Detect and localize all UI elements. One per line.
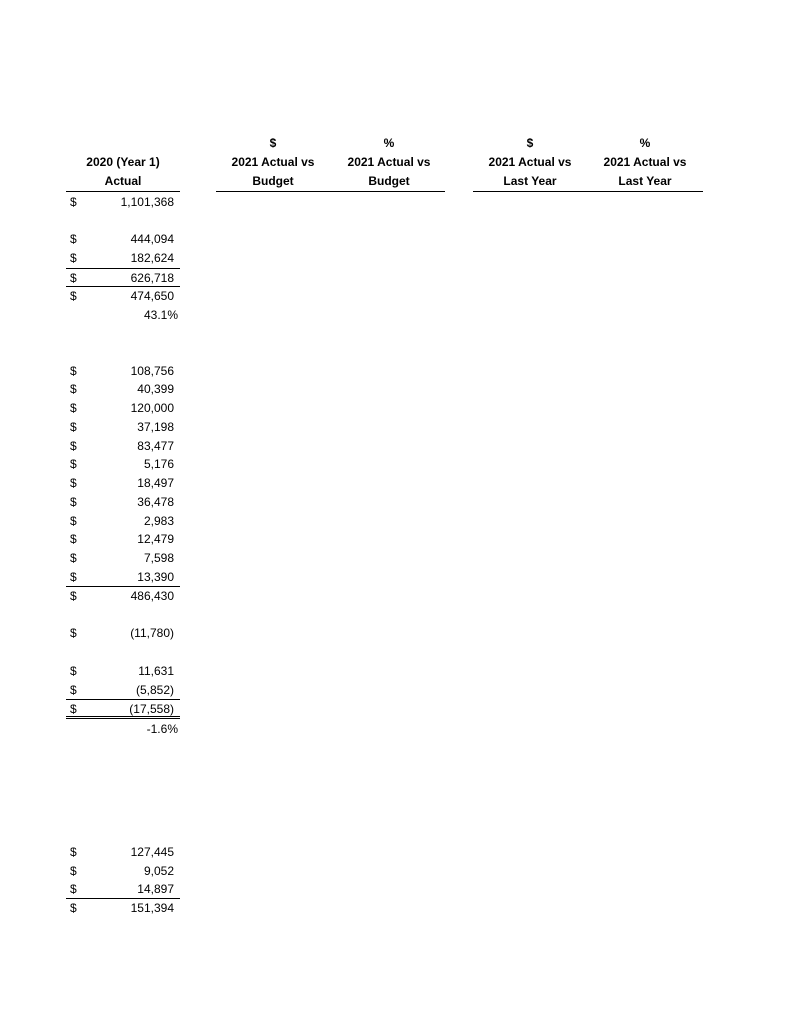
revenue-value: 1,101,368	[120, 195, 174, 209]
header-dollar-budget-line2: 2021 Actual vs	[231, 155, 315, 169]
currency-symbol: $	[70, 901, 77, 915]
currency-symbol: $	[70, 864, 77, 878]
currency-symbol: $	[70, 589, 77, 603]
header-dollar-budget-line1: $	[269, 136, 277, 150]
expense-value: 5,176	[143, 457, 174, 471]
other-row-2	[66, 681, 180, 700]
header-2020-line2: Actual	[104, 174, 142, 188]
currency-symbol: $	[70, 364, 77, 378]
expense-value: 12,479	[137, 532, 174, 546]
expense-value: 13,390	[137, 570, 174, 584]
expense-row	[66, 474, 180, 493]
expense-row	[66, 437, 180, 456]
net-margin-row	[66, 720, 180, 739]
bottom-row-2	[66, 862, 180, 881]
bottom-total-row	[66, 899, 180, 918]
bottom-3-value: 14,897	[137, 882, 174, 896]
net-income-value: (17,558)	[129, 702, 174, 716]
expense-row	[66, 568, 180, 587]
currency-symbol: $	[70, 570, 77, 584]
currency-symbol: $	[70, 845, 77, 859]
currency-symbol: $	[70, 251, 77, 265]
header-pct-ly-line2: 2021 Actual vs	[603, 155, 687, 169]
expense-row	[66, 380, 180, 399]
expense-row	[66, 530, 180, 549]
cogs-row-1	[66, 230, 180, 249]
expense-value: 7,598	[143, 551, 174, 565]
expense-row	[66, 493, 180, 512]
header-budget-rule	[216, 191, 445, 192]
expense-value: 2,983	[143, 514, 174, 528]
expense-row	[66, 399, 180, 418]
currency-symbol: $	[70, 551, 77, 565]
header-pct-vs-budget	[332, 134, 446, 191]
bottom-row-1	[66, 843, 180, 862]
expense-row	[66, 362, 180, 381]
header-dollar-vs-budget	[216, 134, 330, 191]
cogs-total-value: 626,718	[130, 271, 174, 285]
currency-symbol: $	[70, 439, 77, 453]
currency-symbol: $	[70, 476, 77, 490]
currency-symbol: $	[70, 495, 77, 509]
expense-value: 36,478	[137, 495, 174, 509]
revenue-row	[66, 193, 180, 212]
expense-value: 40,399	[137, 382, 174, 396]
cogs-1-value: 444,094	[130, 232, 174, 246]
currency-symbol: $	[70, 420, 77, 434]
currency-symbol: $	[70, 702, 77, 716]
header-dollar-ly-line3: Last Year	[503, 174, 557, 188]
currency-symbol: $	[70, 532, 77, 546]
net-margin-value: -1.6%	[146, 722, 178, 736]
currency-symbol: $	[70, 664, 77, 678]
header-2020-rule	[66, 191, 180, 192]
gross-profit-row	[66, 287, 180, 306]
header-dollar-vs-lastyear	[473, 134, 587, 191]
expense-value: 37,198	[137, 420, 174, 434]
expense-value: 108,756	[130, 364, 174, 378]
net-income-row	[66, 700, 180, 719]
currency-symbol: $	[70, 232, 77, 246]
cogs-row-2	[66, 249, 180, 268]
cogs-total-row	[66, 268, 180, 287]
gross-margin-row	[66, 306, 180, 325]
bottom-row-3	[66, 880, 180, 899]
expense-row	[66, 549, 180, 568]
expense-value: 83,477	[137, 439, 174, 453]
currency-symbol: $	[70, 382, 77, 396]
currency-symbol: $	[70, 626, 77, 640]
gross-profit-value: 474,650	[130, 289, 174, 303]
header-dollar-ly-line2: 2021 Actual vs	[488, 155, 572, 169]
header-pct-vs-lastyear	[588, 134, 702, 191]
bottom-2-value: 9,052	[143, 864, 174, 878]
currency-symbol: $	[70, 289, 77, 303]
operating-income-row	[66, 624, 180, 643]
header-2020-line1: 2020 (Year 1)	[86, 155, 160, 169]
bottom-total-value: 151,394	[130, 901, 174, 915]
header-2020-actual	[66, 153, 180, 191]
currency-symbol: $	[70, 882, 77, 896]
header-pct-ly-line1: %	[639, 136, 651, 150]
currency-symbol: $	[70, 457, 77, 471]
gross-margin-value: 43.1%	[143, 308, 178, 322]
header-pct-budget-line3: Budget	[368, 174, 410, 188]
expense-row	[66, 455, 180, 474]
header-dollar-budget-line3: Budget	[252, 174, 294, 188]
header-dollar-ly-line1: $	[526, 136, 534, 150]
currency-symbol: $	[70, 271, 77, 285]
header-pct-budget-line1: %	[383, 136, 395, 150]
currency-symbol: $	[70, 195, 77, 209]
expense-value: 18,497	[137, 476, 174, 490]
other-row-1	[66, 662, 180, 681]
expense-total-value: 486,430	[130, 589, 174, 603]
expense-value: 120,000	[130, 401, 174, 415]
other-2-value: (5,852)	[135, 683, 174, 697]
header-pct-ly-line3: Last Year	[618, 174, 672, 188]
expense-row	[66, 418, 180, 437]
cogs-2-value: 182,624	[130, 251, 174, 265]
header-lastyear-rule	[473, 191, 703, 192]
expense-total-row	[66, 587, 180, 606]
currency-symbol: $	[70, 514, 77, 528]
operating-income-value: (11,780)	[130, 626, 174, 640]
bottom-1-value: 127,445	[130, 845, 174, 859]
currency-symbol: $	[70, 683, 77, 697]
currency-symbol: $	[70, 401, 77, 415]
header-pct-budget-line2: 2021 Actual vs	[347, 155, 431, 169]
expense-row	[66, 512, 180, 531]
other-1-value: 11,631	[138, 664, 174, 678]
